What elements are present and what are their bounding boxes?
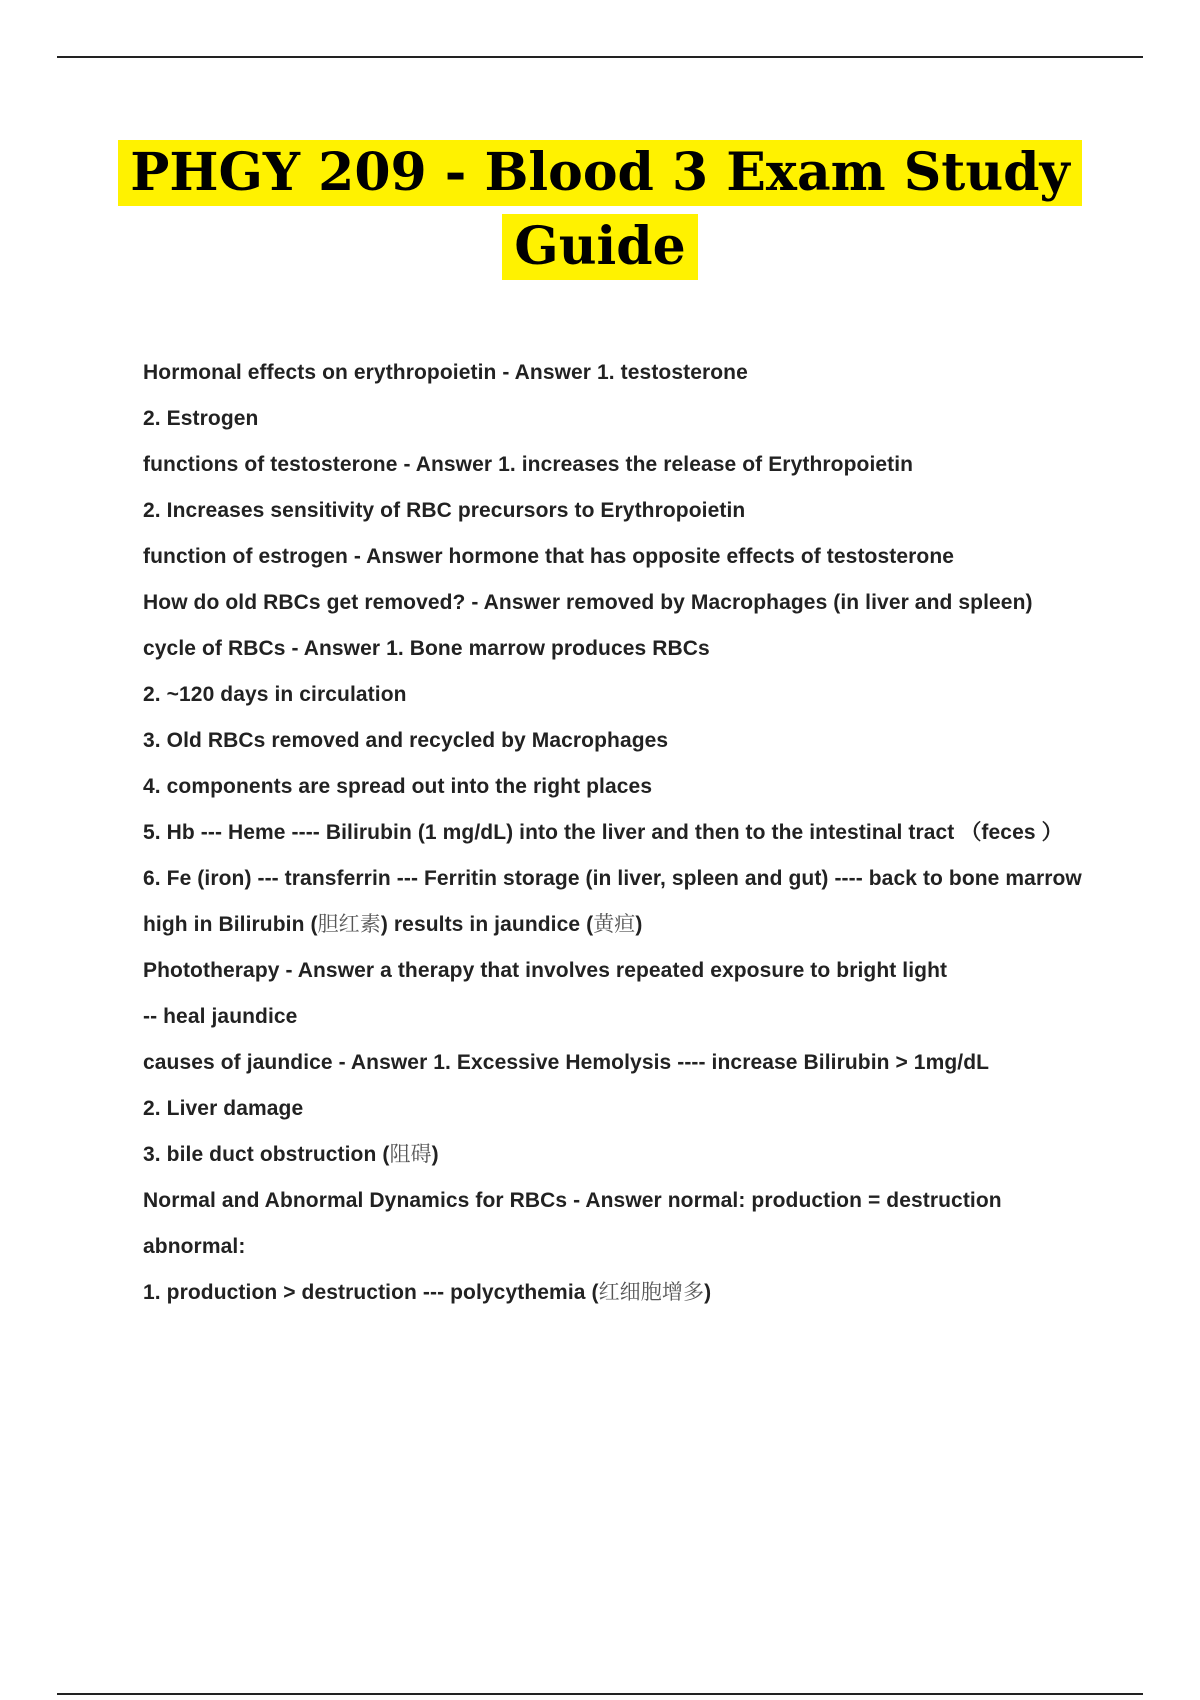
polycythemia-line — [143, 1278, 1098, 1308]
text-line: causes of jaundice - Answer 1. Excessive Hemolysis ---- increase Bilirubin > 1mg/dL — [143, 1051, 990, 1074]
text-line: 6. Fe (iron) --- transferrin --- Ferritin storage (in liver, spleen and gut) ---- back to bone marrow — [143, 867, 1082, 890]
title-line-2: Guide — [502, 214, 697, 280]
study-guide-body — [143, 358, 1098, 1324]
text-segment: high in Bilirubin ( — [143, 913, 318, 936]
text-segment: 3. bile duct obstruction ( — [143, 1143, 390, 1166]
text-line: 5. Hb --- Heme ---- Bilirubin (1 mg/dL) into the liver and then to the intestinal tract （feces ） — [143, 821, 1063, 844]
text-line: 2. Estrogen — [143, 407, 259, 430]
bottom-rule — [57, 1693, 1143, 1695]
text-line: abnormal: — [143, 1235, 246, 1258]
text-line: 4. components are spread out into the right places — [143, 775, 653, 798]
text-segment: ) results in jaundice ( — [380, 913, 594, 936]
bile-duct-line — [143, 1140, 1098, 1170]
top-rule — [57, 56, 1143, 58]
text-line: How do old RBCs get removed? - Answer removed by Macrophages (in liver and spleen) — [143, 591, 1033, 614]
text-line: function of estrogen - Answer hormone that has opposite effects of testosterone — [143, 545, 955, 568]
text-line: Phototherapy - Answer a therapy that involves repeated exposure to bright light — [143, 959, 948, 982]
chinese-term: 阻碍 — [389, 1143, 432, 1166]
text-line: 2. Liver damage — [143, 1097, 304, 1120]
text-line: 2. ~120 days in circulation — [143, 683, 407, 706]
text-segment: 1. production > destruction --- polycythemia ( — [143, 1281, 599, 1304]
text-line: Normal and Abnormal Dynamics for RBCs - Answer normal: production = destruction — [143, 1189, 1002, 1212]
text-segment: ) — [635, 913, 643, 936]
document-title — [0, 140, 1200, 280]
text-line: 2. Increases sensitivity of RBC precursors to Erythropoietin — [143, 499, 746, 522]
text-line: cycle of RBCs - Answer 1. Bone marrow produces RBCs — [143, 637, 710, 660]
title-line-1: PHGY 209 - Blood 3 Exam Study — [118, 140, 1081, 206]
text-line: Hormonal effects on erythropoietin - Answer 1. testosterone — [143, 361, 748, 384]
text-line: functions of testosterone - Answer 1. increases the release of Erythropoietin — [143, 453, 914, 476]
text-line: -- heal jaundice — [143, 1005, 298, 1028]
chinese-term: 红细胞增多 — [598, 1281, 705, 1304]
chinese-term: 黄疸 — [593, 913, 636, 936]
text-line: 3. Old RBCs removed and recycled by Macrophages — [143, 729, 669, 752]
chinese-term: 胆红素 — [317, 913, 381, 936]
text-segment: ) — [431, 1143, 439, 1166]
text-segment: ) — [704, 1281, 712, 1304]
bilirubin-jaundice-line — [143, 910, 1098, 940]
